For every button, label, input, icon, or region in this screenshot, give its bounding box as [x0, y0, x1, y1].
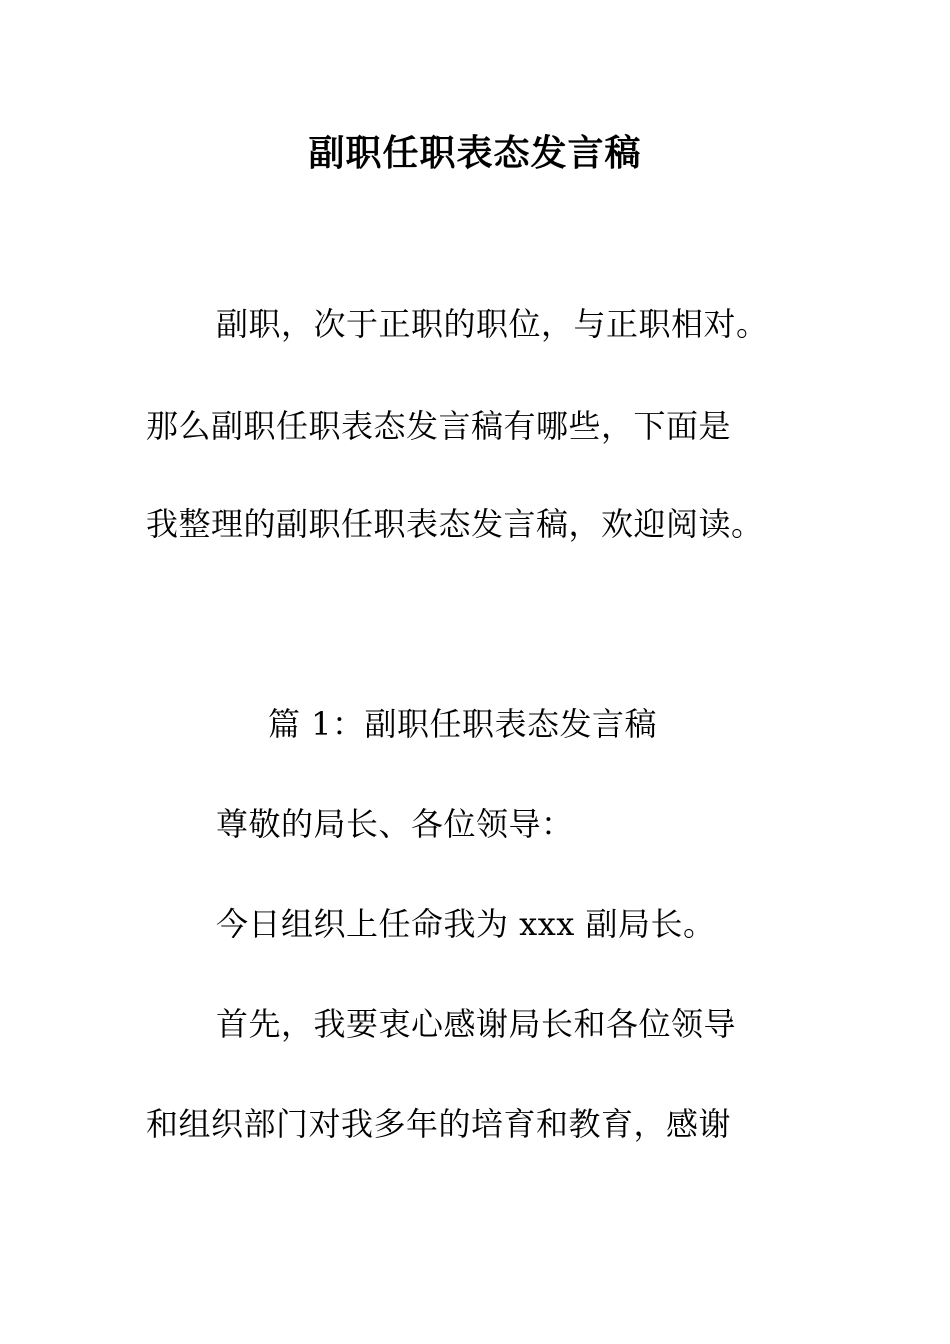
intro-line-3: 我整理的副职任职表态发言稿，欢迎阅读。 — [146, 505, 764, 543]
section-heading: 篇 1：副职任职表态发言稿 — [268, 705, 658, 743]
document-title: 副职任职表态发言稿 — [308, 132, 642, 174]
body-line-3: 首先，我要衷心感谢局长和各位领导 — [216, 1005, 737, 1043]
body-line-4: 和组织部门对我多年的培育和教育，感谢 — [146, 1105, 732, 1143]
intro-line-1: 副职，次于正职的职位，与正职相对。 — [216, 305, 769, 343]
body-line-2: 今日组织上任命我为 xxx 副局长。 — [216, 905, 716, 943]
body-line-1: 尊敬的局长、各位领导： — [216, 805, 574, 843]
intro-line-2: 那么副职任职表态发言稿有哪些，下面是 — [146, 407, 732, 445]
